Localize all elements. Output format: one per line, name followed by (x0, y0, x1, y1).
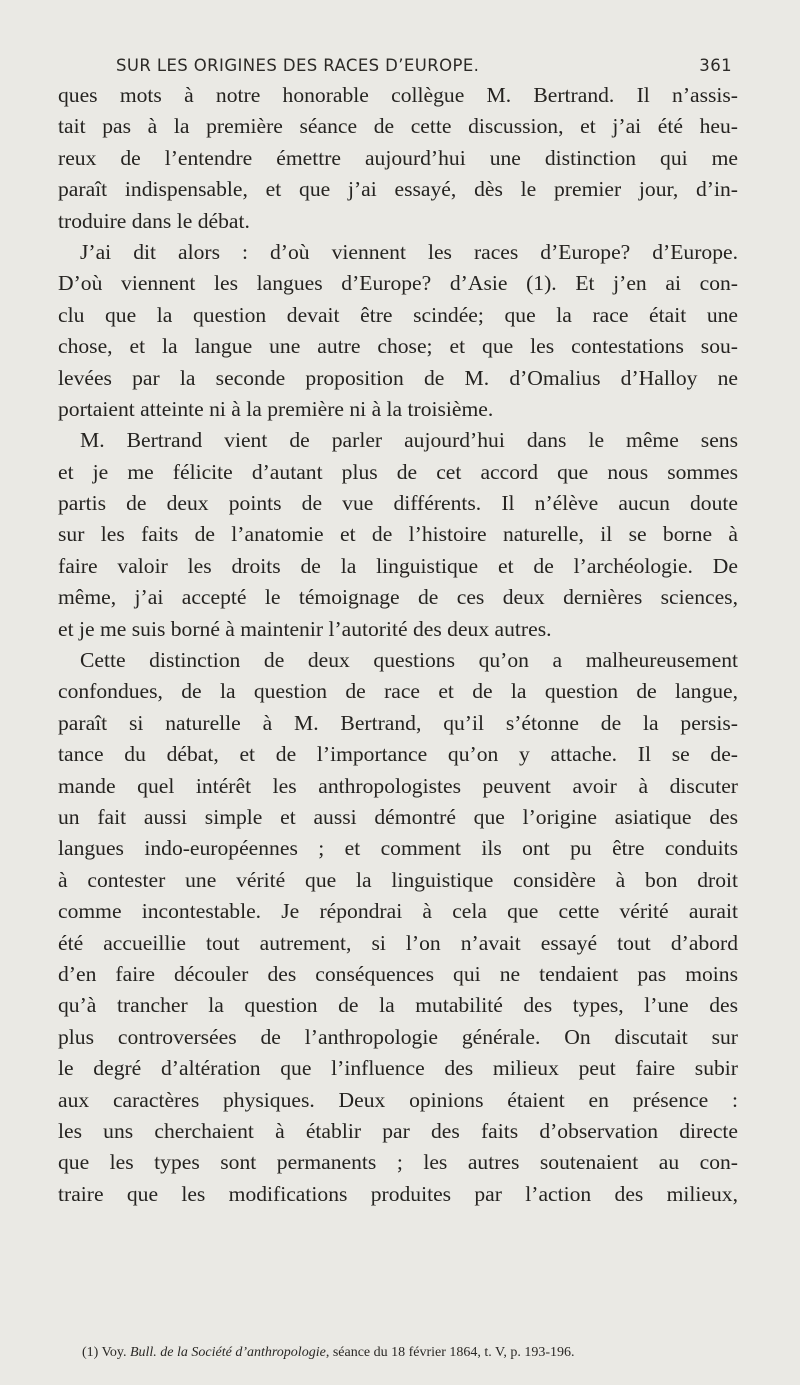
text-line: été accueillie tout autrement, si l’on n’avait essayé tout d’abord (58, 930, 738, 955)
text-line: comme incontestable. Je répondrai à cela que cette vérité aurait (58, 899, 738, 924)
text-line: D’où viennent les langues d’Europe? d’Asie (1). Et j’en ai con- (58, 271, 738, 296)
footnote-citation-title: Bull. de la Société d’anthropologie (129, 1345, 326, 1360)
text-line: que les types sont permanents ; les autres soutenaient au con- (58, 1150, 738, 1175)
text-line: faire valoir les droits de la linguistique et de l’archéologie. De (58, 553, 738, 578)
text-line: plus controversées de l’anthropologie générale. On discutait sur (58, 1024, 738, 1049)
text-line: sur les faits de l’anatomie et de l’histoire naturelle, il se borne à (58, 522, 738, 547)
text-line: un fait aussi simple et aussi démontré que l’origine asiatique des (58, 804, 738, 829)
footnote-suffix: , séance du 18 février 1864, t. V, p. 193-196. (325, 1345, 575, 1360)
text-line: troduire dans le débat. (58, 208, 250, 233)
text-line: reux de l’entendre émettre aujourd’hui une distinction qui me (58, 145, 738, 170)
text-line: le degré d’altération que l’influence des milieux peut faire subir (58, 1056, 738, 1081)
text-line: traire que les modifications produites par l’action des milieux, (58, 1181, 738, 1206)
running-head-title: SUR LES ORIGINES DES RACES D’EUROPE. (116, 56, 480, 75)
text-line: tance du débat, et de l’importance qu’on y attache. Il se de- (58, 742, 738, 767)
text-line: ques mots à notre honorable collègue M. Bertrand. Il n’assis- (58, 83, 738, 107)
footnote-prefix: (1) Voy. (82, 1345, 130, 1360)
text-line: chose, et la langue une autre chose; et que les contestations sou- (58, 334, 738, 359)
text-line: aux caractères physiques. Deux opinions étaient en présence : (58, 1087, 738, 1112)
page-number: 361 (699, 56, 732, 75)
text-line: levées par la seconde proposition de M. d’Omalius d’Halloy ne (58, 365, 738, 390)
text-line: paraît si naturelle à M. Bertrand, qu’il s’étonne de la persis- (58, 710, 738, 735)
text-line: portaient atteinte ni à la première ni à la troisième. (58, 396, 494, 421)
text-line: mande quel intérêt les anthropologistes peuvent avoir à discuter (58, 773, 738, 798)
text-line: qu’à trancher la question de la mutabilité des types, l’une des (58, 993, 738, 1018)
text-line: confondues, de la question de race et de la question de langue, (58, 679, 738, 704)
text-line: langues indo-européennes ; et comment ils ont pu être conduits (58, 836, 738, 861)
text-line: clu que la question devait être scindée; que la race était une (58, 302, 738, 327)
text-line: à contester une vérité que la linguistique considère à bon droit (58, 867, 738, 892)
text-line: M. Bertrand vient de parler aujourd’hui dans le même sens (80, 428, 738, 453)
text-line: J’ai dit alors : d’où viennent les races d’Europe? d’Europe. (80, 239, 738, 264)
running-head (116, 56, 732, 80)
text-line: Cette distinction de deux questions qu’on a malheureusement (80, 648, 738, 673)
footnote (82, 1345, 732, 1361)
text-line: partis de deux points de vue différents. Il n’élève aucun doute (58, 491, 738, 516)
text-line: d’en faire découler des conséquences qui ne tendaient pas moins (58, 961, 738, 986)
text-line: paraît indispensable, et que j’ai essayé, dès le premier jour, d’in- (58, 177, 738, 202)
text-line: et je me suis borné à maintenir l’autorité des deux autres. (58, 616, 552, 641)
body-text (58, 80, 738, 1210)
text-line: même, j’ai accepté le témoignage de ces deux dernières sciences, (58, 585, 738, 610)
text-line: et je me félicite d’autant plus de cet accord que nous sommes (58, 459, 738, 484)
text-line: les uns cherchaient à établir par des faits d’observation directe (58, 1118, 738, 1143)
text-line: tait pas à la première séance de cette discussion, et j’ai été heu- (58, 114, 738, 139)
